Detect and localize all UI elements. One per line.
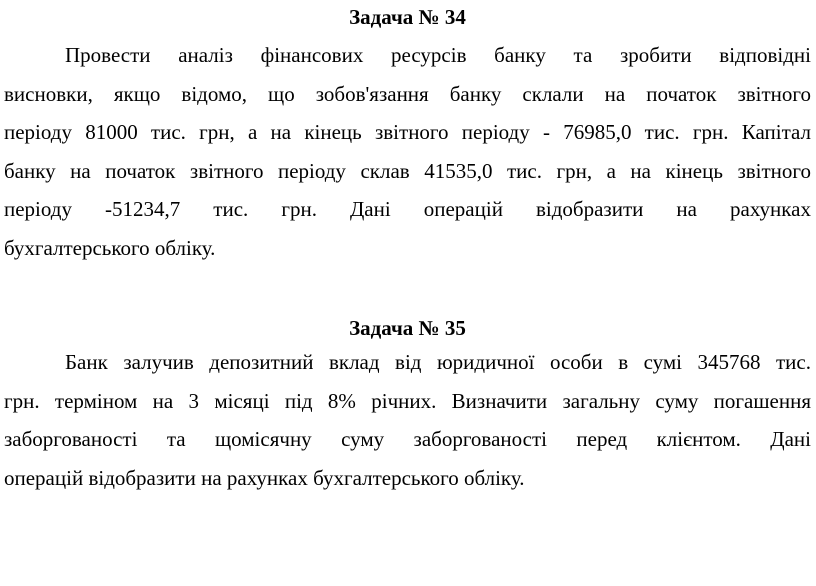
task-34-line: бухгалтерського обліку. [4, 235, 216, 260]
task-34-text [4, 36, 811, 267]
task-34-line: висновки, якщо відомо, що зобов'язання банку склали на початок звітного [4, 81, 811, 106]
task-35-line: грн. терміном на 3 місяці під 8% річних. Визначити загальну суму погашення [4, 388, 811, 413]
task-34-line: банку на початок звітного періоду склав 41535,0 тис. грн, а на кінець звітного [4, 158, 811, 183]
task-35-line: заборгованості та щомісячну суму заборгованості перед клієнтом. Дані [4, 427, 811, 451]
task-35-line: операцій відобразити на рахунках бухгалтерського обліку. [4, 465, 525, 490]
task-34-line: періоду -51234,7 тис. грн. Дані операцій відобразити на рахунках [4, 197, 811, 221]
task-34-line: періоду 81000 тис. грн, а на кінець звітного періоду - 76985,0 тис. грн. Капітал [4, 120, 811, 144]
task-35-title: Задача № 35 [349, 316, 466, 340]
task-34-title: Задача № 34 [349, 5, 466, 29]
task-34-line: Провести аналіз фінансових ресурсів банку та зробити відповідні [65, 43, 811, 67]
task-35-text [4, 343, 811, 497]
task-35-line: Банк залучив депозитний вклад від юридичної особи в сумі 345768 тис. [65, 350, 811, 374]
